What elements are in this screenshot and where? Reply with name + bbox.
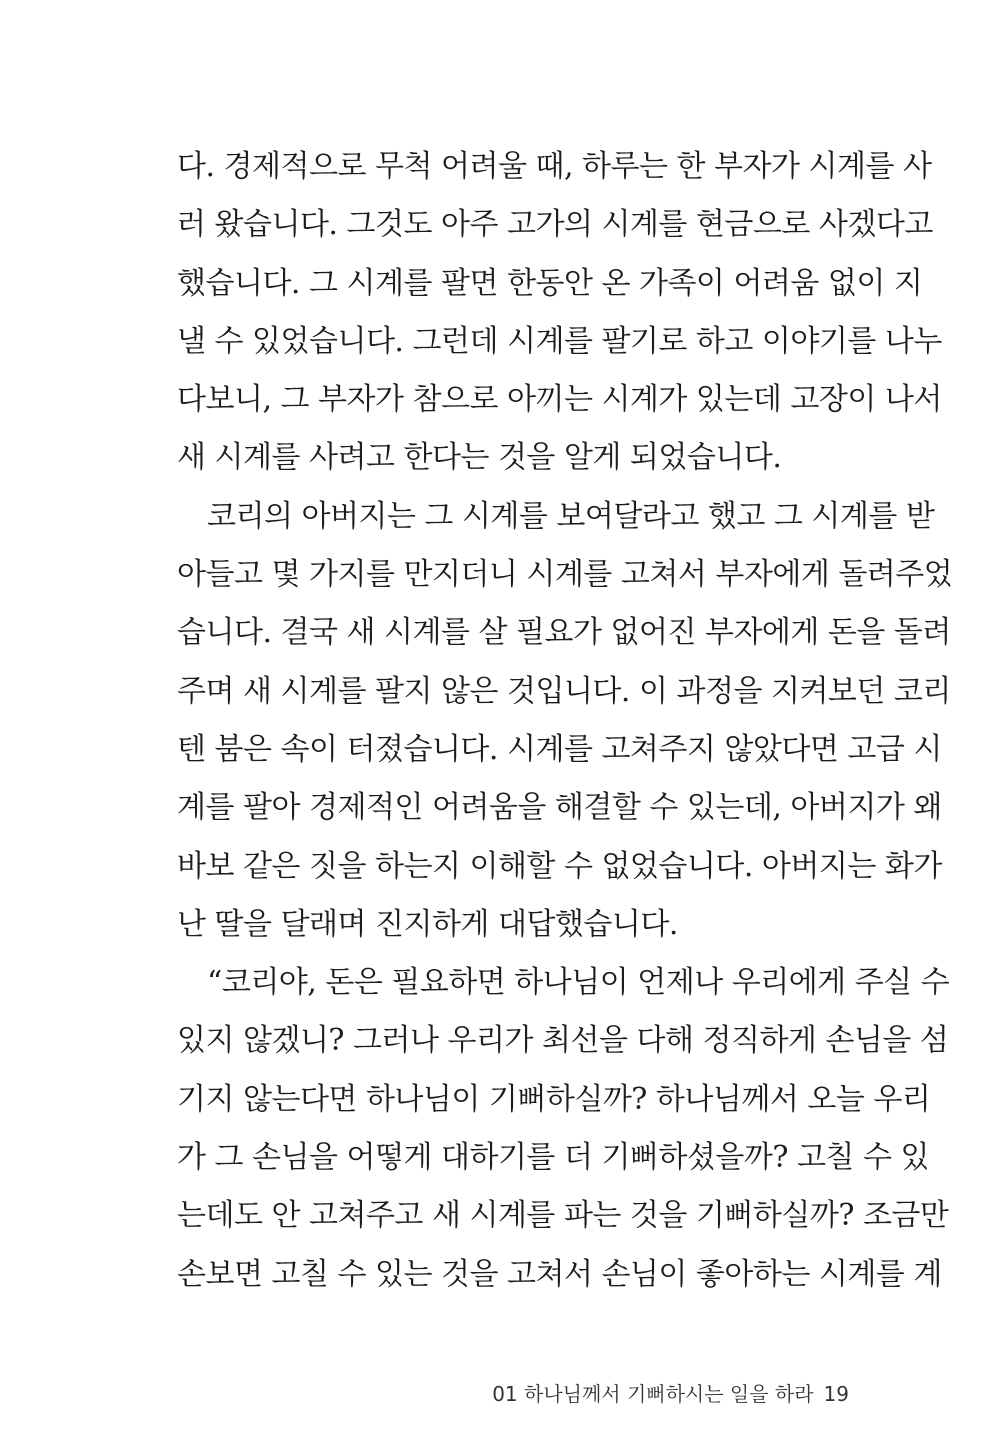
chapter-title: 01 하나님께서 기뻐하시는 일을 하라 bbox=[492, 1382, 814, 1406]
text-line: 다. 경제적으로 무척 어려울 때, 하루는 한 부자가 시계를 사 bbox=[177, 149, 932, 184]
text-line: 새 시계를 사려고 한다는 것을 알게 되었습니다. bbox=[177, 440, 782, 476]
text-line: 난 딸을 달래며 진지하게 대답했습니다. bbox=[177, 906, 678, 942]
text-line: 계를 팔아 경제적인 어려움을 해결할 수 있는데, 아버지가 왜 bbox=[177, 790, 942, 826]
text-line: 텐 붐은 속이 터졌습니다. 시계를 고쳐주지 않았다면 고급 시 bbox=[177, 731, 942, 767]
running-footer bbox=[492, 1380, 849, 1408]
text-line: 코리의 아버지는 그 시계를 보여달라고 했고 그 시계를 받 bbox=[207, 498, 935, 534]
text-line: 낼 수 있었습니다. 그런데 시계를 팔기로 하고 이야기를 나누 bbox=[177, 323, 942, 359]
text-line: 손보면 고칠 수 있는 것을 고쳐서 손님이 좋아하는 시계를 계 bbox=[177, 1256, 942, 1292]
text-line: 아들고 몇 가지를 만지더니 시계를 고쳐서 부자에게 돌려주었 bbox=[177, 557, 953, 593]
text-line: 습니다. 결국 새 시계를 살 필요가 없어진 부자에게 돈을 돌려 bbox=[177, 615, 951, 651]
text-line: “코리야, 돈은 필요하면 하나님이 언제나 우리에게 주실 수 bbox=[207, 965, 950, 1001]
text-line: 주며 새 시계를 팔지 않은 것입니다. 이 과정을 지켜보던 코리 bbox=[177, 673, 951, 709]
text-line: 있지 않겠니? 그러나 우리가 최선을 다해 정직하게 손님을 섬 bbox=[177, 1023, 949, 1059]
text-line: 바보 같은 짓을 하는지 이해할 수 없었습니다. 아버지는 화가 bbox=[177, 848, 942, 884]
body-text bbox=[177, 140, 953, 1306]
text-line: 기지 않는다면 하나님이 기뻐하실까? 하나님께서 오늘 우리 bbox=[177, 1081, 931, 1117]
text-line: 가 그 손님을 어떻게 대하기를 더 기뻐하셨을까? 고칠 수 있 bbox=[177, 1140, 929, 1176]
text-line: 다보니, 그 부자가 참으로 아끼는 시계가 있는데 고장이 나서 bbox=[177, 382, 942, 418]
text-line: 러 왔습니다. 그것도 아주 고가의 시계를 현금으로 사겠다고 bbox=[177, 207, 933, 243]
page-number: 19 bbox=[823, 1382, 849, 1406]
text-line: 했습니다. 그 시계를 팔면 한동안 온 가족이 어려움 없이 지 bbox=[177, 265, 923, 301]
text-line: 는데도 안 고쳐주고 새 시계를 파는 것을 기뻐하실까? 조금만 bbox=[177, 1198, 949, 1234]
